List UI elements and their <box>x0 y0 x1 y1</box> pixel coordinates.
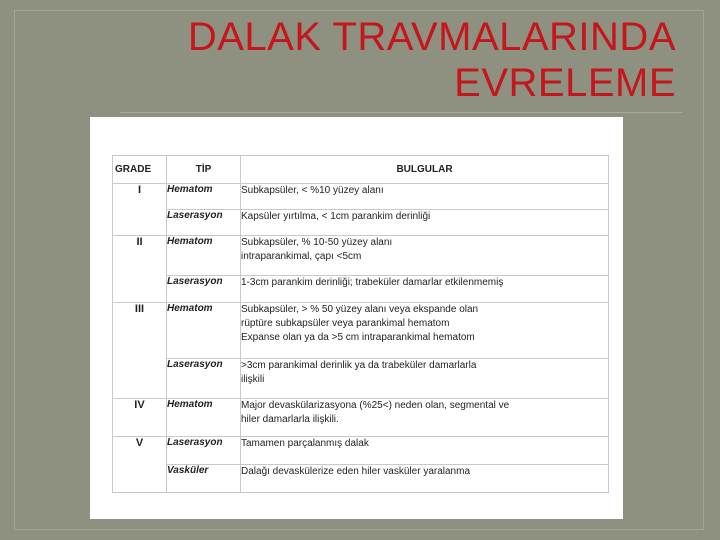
tip-cell: Laserasyon <box>167 210 241 236</box>
bulgular-line: intraparankimal, çapı <5cm <box>241 251 362 262</box>
grade-cell: V <box>113 437 167 493</box>
bulgular-cell <box>241 303 609 359</box>
slide-title <box>188 14 676 106</box>
bulgular-cell <box>241 210 609 236</box>
table-header-row <box>113 156 609 184</box>
title-line-2: EVRELEME <box>454 61 676 105</box>
staging-table-image <box>90 117 623 519</box>
bulgular-line: rüptüre subkapsüler veya parankimal hematom <box>241 318 450 329</box>
table-row <box>113 399 609 437</box>
bulgular-line: Expanse olan ya da >5 cm intraparankimal hematom <box>241 332 475 343</box>
grade-cell: I <box>113 184 167 236</box>
bulgular-cell <box>241 236 609 276</box>
table-row <box>113 184 609 210</box>
title-divider <box>120 112 682 113</box>
tip-cell: Laserasyon <box>167 276 241 303</box>
bulgular-line: ilişkili <box>241 374 265 385</box>
table-row <box>113 276 609 303</box>
bulgular-line: Subkapsüler, < %10 yüzey alanı <box>241 185 384 196</box>
bulgular-cell <box>241 276 609 303</box>
table-row <box>113 236 609 276</box>
table-row <box>113 210 609 236</box>
header-tip: TİP <box>167 156 241 184</box>
bulgular-line: >3cm parankimal derinlik ya da trabeküler damarlarla <box>241 360 477 371</box>
bulgular-cell <box>241 184 609 210</box>
grade-cell: IV <box>113 399 167 437</box>
staging-table <box>112 155 609 493</box>
bulgular-line: Major devaskülarizasyona (%25<) neden olan, segmental ve <box>241 400 510 411</box>
bulgular-cell <box>241 399 609 437</box>
bulgular-line: hiler damarlarla ilişkili. <box>241 414 339 425</box>
tip-cell: Hematom <box>167 184 241 210</box>
bulgular-line: Kapsüler yırtılma, < 1cm parankim derinliği <box>241 211 431 222</box>
table-row <box>113 465 609 493</box>
bulgular-line: Subkapsüler, > % 50 yüzey alanı veya ekspande olan <box>241 304 479 315</box>
bulgular-cell <box>241 359 609 399</box>
table-row <box>113 359 609 399</box>
bulgular-cell <box>241 437 609 465</box>
header-bulgular: BULGULAR <box>241 156 609 184</box>
bulgular-line: Tamamen parçalanmış dalak <box>241 438 369 449</box>
table-row <box>113 303 609 359</box>
tip-cell: Hematom <box>167 399 241 437</box>
table-row <box>113 437 609 465</box>
tip-cell: Hematom <box>167 236 241 276</box>
grade-cell: III <box>113 303 167 399</box>
tip-cell: Laserasyon <box>167 437 241 465</box>
tip-cell: Vasküler <box>167 465 241 493</box>
bulgular-line: Dalağı devaskülerize eden hiler vasküler yaralanma <box>241 466 471 477</box>
tip-cell: Laserasyon <box>167 359 241 399</box>
grade-cell: II <box>113 236 167 303</box>
bulgular-cell <box>241 465 609 493</box>
header-grade: GRADE <box>113 156 167 184</box>
tip-cell: Hematom <box>167 303 241 359</box>
title-line-1: DALAK TRAVMALARINDA <box>187 15 676 59</box>
bulgular-line: Subkapsüler, % 10-50 yüzey alanı <box>241 237 393 248</box>
bulgular-line: 1-3cm parankim derinliği; trabeküler damarlar etkilenmemiş <box>241 277 504 288</box>
